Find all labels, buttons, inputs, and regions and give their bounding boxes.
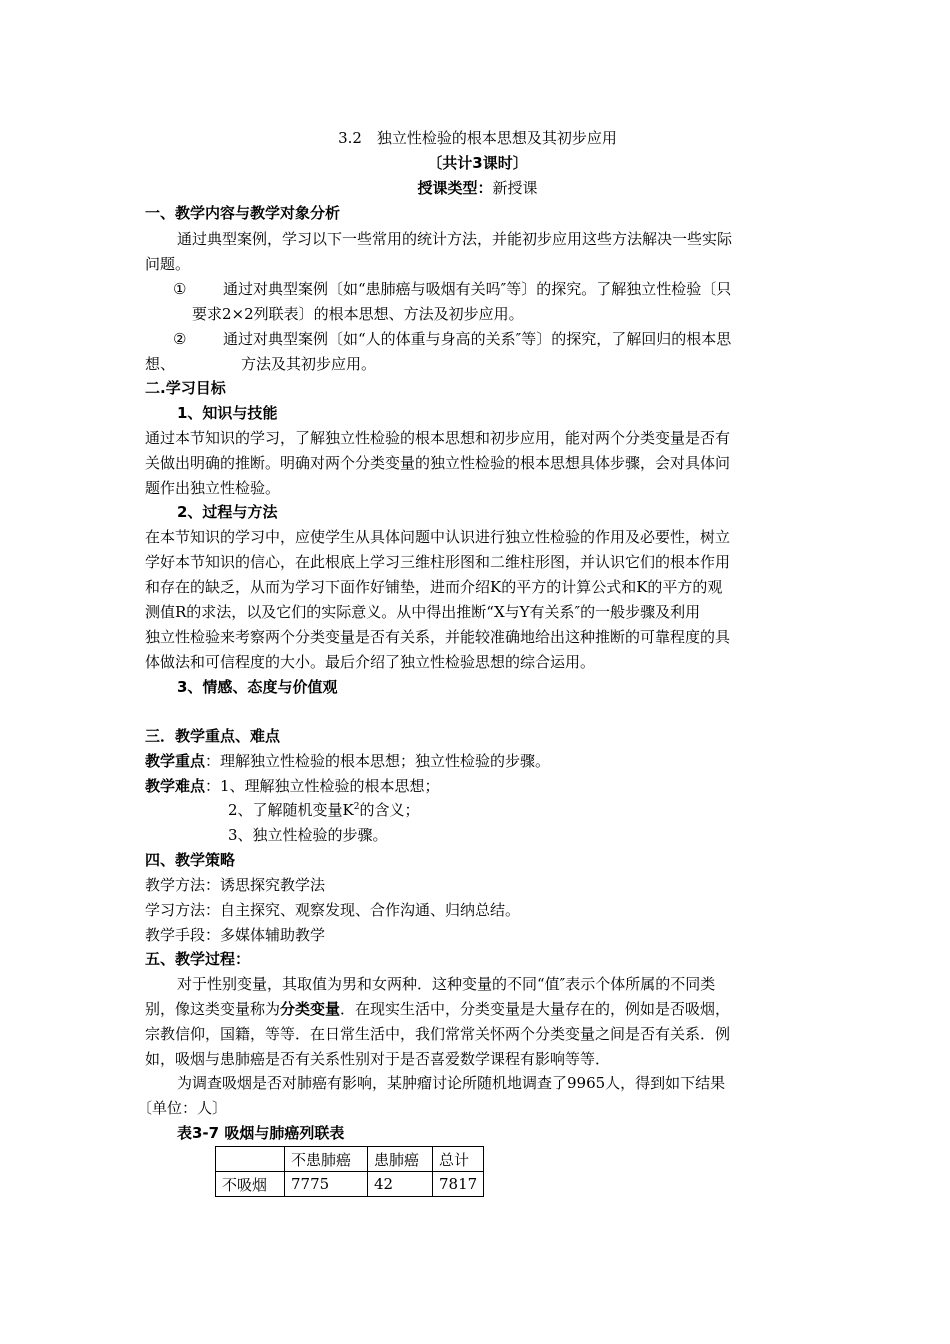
section-2-p2-line-2: 学好本节知识的信心，在此根底上学习三维柱形图和二维柱形图，并认识它们的根本作用 [145, 553, 731, 571]
table-cell: 7775 [285, 1172, 368, 1197]
teaching-method: 教学方法：诱思探究教学法 [145, 876, 326, 894]
difficult-point-2-text: 2、了解随机变量K [228, 801, 354, 819]
teaching-means: 教学手段：多媒体辅助教学 [145, 926, 326, 944]
learning-method: 学习方法：自主探究、观察发现、合作沟通、归纳总结。 [145, 901, 521, 919]
section-2-p1-line-3: 题作出独立性检验。 [145, 479, 281, 497]
section-2-p2-line-4: 测值R的求法，以及它们的实际意义。从中得出推断“X与Y有关系″的一般步骤及利用 [145, 603, 701, 621]
section-2-p2-line-6: 体做法和可信程度的大小。最后介绍了独立性检验思想的综合运用。 [145, 653, 596, 671]
item-1-text-a: 通过对典型案例〔如“患肺癌与吸烟有关吗″等〕的探究。了解独立性检验〔只 [223, 280, 732, 298]
section-2-sub-2: 2、过程与方法 [177, 503, 278, 521]
key-points-text: ：理解独立性检验的根本思想；独立性检验的步骤。 [205, 752, 551, 770]
item-2-text-b2: 方法及其初步应用。 [241, 355, 377, 373]
difficult-points [145, 776, 810, 798]
p1-line-2-a: 别，像这类变量称为 [145, 1000, 281, 1018]
section-2-p1-line-2: 关做出明确的推断。明确对两个分类变量的独立性检验的根本思想具体步骤，会对具体问 [145, 454, 731, 472]
difficult-point-2-tail: 的含义； [359, 801, 420, 819]
section-1-heading: 一、教学内容与教学对象分析 [145, 204, 341, 222]
lesson-type [145, 178, 810, 200]
categorical-variable-term: 分类变量 [280, 1000, 341, 1018]
section-2-p2-line-5: 独立性检验来考察两个分类变量是否有关系，并能较准确地给出这种推断的可靠程度的具 [145, 628, 731, 646]
section-1-intro-line-1: 通过典型案例，学习以下一些常用的统计方法，并能初步应用这些方法解决一些实际 [177, 230, 733, 248]
lesson-type-label: 授课类型： [417, 179, 493, 197]
difficult-point-2 [145, 800, 810, 822]
section-5-p2-line-2: 〔单位：人〕 [137, 1099, 228, 1117]
p1-line-2-c: ．在现实生活中，分类变量是大量存在的，例如是否吸烟， [340, 1000, 731, 1018]
table-row [216, 1172, 484, 1197]
section-2-heading: 二.学习目标 [145, 379, 226, 397]
section-5-p1-line-3: 宗教信仰，国籍，等等．在日常生活中，我们常常关怀两个分类变量之间是否有关系．例 [145, 1025, 731, 1043]
superscript-2: 2 [353, 802, 360, 812]
table-cell: 不吸烟 [216, 1172, 285, 1197]
section-5-p1-line-4: 如，吸烟与患肺癌是否有关系性别对于是否喜爱数学课程有影响等等． [145, 1050, 611, 1068]
section-5-heading: 五、教学过程： [145, 950, 251, 968]
section-1-intro-line-2: 问题。 [145, 255, 191, 273]
item-2-text-b1: 想、 [145, 355, 176, 373]
difficult-points-label: 教学难点 [145, 777, 206, 795]
table-cell: 7817 [433, 1172, 484, 1197]
lesson-type-value: 新授课 [492, 179, 538, 197]
table-header-row [216, 1147, 484, 1172]
section-2-sub-1: 1、知识与技能 [177, 404, 278, 422]
class-hours: 〔共计3课时〕 [427, 154, 528, 172]
section-4-heading: 四、教学策略 [145, 851, 236, 869]
difficult-point-3: 3、独立性检验的步骤。 [228, 826, 388, 844]
item-1-marker: ① [173, 280, 187, 298]
section-1-item-1-cont: 要求2×2列联表〕的根本思想、方法及初步应用。 [192, 305, 524, 323]
section-2-p2-line-1: 在本节知识的学习中，应使学生从具体问题中认识进行独立性检验的作用及必要性，树立 [145, 528, 731, 546]
section-5-p1-line-1: 对于性别变量，其取值为男和女两种．这种变量的不同“值″表示个体所属的不同类 [177, 975, 716, 993]
item-2-marker: ② [173, 330, 187, 348]
table-header-cell: 不患肺癌 [285, 1147, 368, 1172]
contingency-table [215, 1146, 484, 1197]
section-5-p1-line-2 [145, 999, 810, 1021]
item-2-text-a: 通过对典型案例〔如“人的体重与身高的关系″等〕的探究，了解回归的根本思 [223, 330, 732, 348]
key-points-label: 教学重点 [145, 752, 206, 770]
table-cell: 42 [368, 1172, 433, 1197]
table-caption: 表3-7 吸烟与肺癌列联表 [177, 1124, 345, 1142]
section-1-item-2 [145, 329, 810, 351]
key-points [145, 751, 810, 773]
section-2-sub-3: 3、情感、态度与价值观 [177, 678, 338, 696]
table-header-cell [216, 1147, 285, 1172]
section-2-p2-line-3: 和存在的缺乏，从而为学习下面作好铺垫，进而介绍K的平方的计算公式和K的平方的观 [145, 578, 723, 596]
doc-title: 3.2 独立性检验的根本思想及其初步应用 [338, 129, 617, 147]
section-5-p2-line-1: 为调查吸烟是否对肺癌有影响，某肿瘤讨论所随机地调查了9965人，得到如下结果 [177, 1074, 726, 1092]
section-1-item-1 [145, 279, 810, 301]
difficult-point-1: ：1、理解独立性检验的根本思想； [205, 777, 440, 795]
section-1-item-2-cont [145, 354, 810, 376]
section-2-p1-line-1: 通过本节知识的学习，了解独立性检验的根本思想和初步应用，能对两个分类变量是否有 [145, 429, 731, 447]
section-3-heading: 三．教学重点、难点 [145, 727, 281, 745]
table-header-cell: 总计 [433, 1147, 484, 1172]
table-header-cell: 患肺癌 [368, 1147, 433, 1172]
